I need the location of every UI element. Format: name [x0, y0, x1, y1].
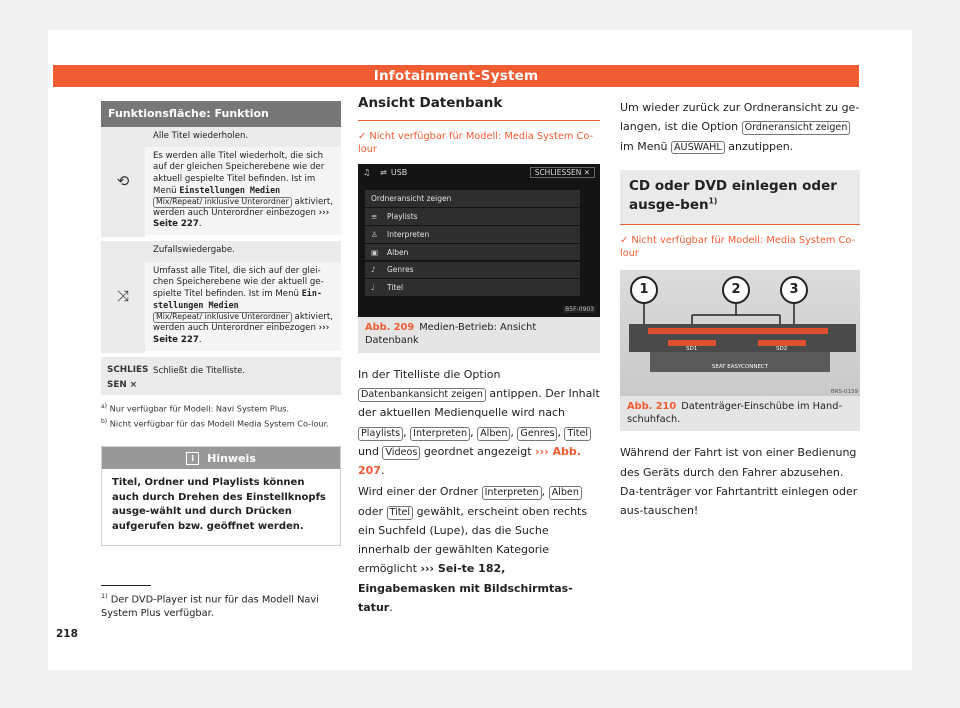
row-description: Umfasst alle Titel, die sich auf der glei-chen Speicherebene wie der aktuell ge-spielte Titel befinden. Ist im Menü Ein-stellungen Medien Mix/Repeat/ inklusive Unterordner aktiviert, werden auch Unterordner einbezogen ››› Seite 227.	[145, 262, 341, 353]
availability-note: ✓ Nicht verfügbar für Modell: Media System Co-lour	[358, 131, 594, 156]
page-reference: ››› Sei-te 182, Eingabemasken mit Bildschirmtas-tatur	[358, 562, 573, 614]
figure-caption: Abb. 210 Datenträger-Einschübe im Hand-schuhfach.	[620, 396, 860, 431]
menu-name: Ein-stellungen Medien	[153, 287, 322, 311]
page-number: 218	[56, 628, 78, 640]
page-footnote: $^{1)}$ Der DVD-Player ist nur für das Modell Navi System Plus verfügbar.	[101, 592, 319, 620]
cd-slot	[648, 328, 828, 334]
note-title: Hinweis	[207, 451, 256, 465]
screen-menu	[365, 190, 580, 297]
figure-code: BRS-0139	[830, 388, 858, 395]
interpreten-button: Interpreten	[482, 486, 542, 500]
note-header	[102, 447, 340, 469]
auswahl-button: AUSWAHL	[671, 141, 725, 155]
row-description: Es werden alle Titel wiederholt, die sich auf der gleichen Speicherebene wie der aktuell gespielte Titel befinden. Ist im Menü Einstellungen Medien Mix/Repeat/ inklusive Unterordner aktiviert, werden auch Unterordner einbezogen ››› Seite 227.	[145, 147, 341, 237]
titel-button: Titel	[387, 506, 414, 520]
datenbank-button: Datenbankansicht zeigen	[358, 388, 486, 402]
footnote: $^{a)}$ Nur verfügbar für Modell: Navi System Plus.	[101, 402, 290, 414]
section-heading: Ansicht Datenbank	[358, 95, 600, 121]
table-row-shuffle	[101, 241, 341, 356]
body-paragraph: In der Titelliste die Option Datenbankansicht zeigen antippen. Der Inhalt der aktuellen Medienquelle wird nach Playlists , Interpreten , Alben , Genres , Titel und Videos geordnet angezeigt ››› Abb. 207.	[358, 367, 600, 478]
callout-2: 2	[722, 276, 750, 304]
chapter-banner	[53, 65, 859, 87]
shuffle-icon: ⤨	[101, 241, 145, 352]
page-reference: ››› Seite 227	[153, 323, 330, 345]
table-row-close	[101, 357, 341, 395]
album-icon: ▣	[371, 247, 379, 257]
column-middle	[358, 95, 600, 617]
title-icon: ♩	[371, 283, 375, 293]
repeat-icon: ⟲	[101, 127, 145, 237]
callout-3: 3	[780, 276, 808, 304]
row-title: Zufallswiedergabe.	[153, 245, 235, 256]
column-right	[620, 98, 860, 520]
videos-button: Videos	[382, 446, 420, 460]
menu-button: Mix/Repeat/ inklusive Unterordner	[153, 312, 292, 323]
note-box	[101, 446, 341, 546]
table-row-repeat	[101, 127, 341, 241]
callout-1: 1	[630, 276, 658, 304]
body-paragraph: Wird einer der Ordner Interpreten , Alben oder Titel gewählt, erscheint oben rechts ein Suchfeld (Lupe), das die Suche innerhalb der gewählten Kategorie ermöglicht ››› Sei-te 182, Eingabemasken mit Bildschirmtas-tatur.	[358, 485, 588, 614]
menu-name: Einstellungen Medien	[179, 184, 281, 195]
artist-icon: ♙	[371, 229, 378, 239]
menu-button: Mix/Repeat/ inklusive Unterordner	[153, 197, 292, 208]
function-table-header: Funktionsfläche: Funktion	[101, 101, 341, 127]
menu-item: ▣ Alben	[365, 244, 580, 261]
footnote: $^{b)}$ Nicht verfügbar für das Modell Media System Co-lour.	[101, 418, 329, 429]
screen-topbar: ♫ ⇌ USB SCHLIESSEN ✕	[358, 164, 600, 180]
availability-note: ✓ Nicht verfügbar für Modell: Media System Co-lour	[620, 234, 856, 259]
alben-button: Alben	[549, 486, 582, 500]
note-text: Titel, Ordner und Playlists können auch durch Drehen des Einstellknopfs ausge-wählt und durch Drücken aufgerufen bzw. geöffnet werden.	[112, 477, 326, 532]
media-screen-figure	[358, 164, 600, 317]
brand-label: SEAT EASYCONNECT	[650, 352, 830, 372]
playlists-button: Playlists	[358, 427, 403, 441]
interpreten-button: Interpreten	[410, 427, 470, 441]
menu-item: ♙ Interpreten	[365, 226, 580, 243]
close-button: SCHLIESSEN ✕	[530, 167, 595, 178]
genres-button: Genres	[517, 427, 557, 441]
sd1-label: SD1	[686, 345, 698, 352]
genre-icon: ♪	[371, 265, 376, 275]
body-paragraph: Um wieder zurück zur Ordneransicht zu ge-langen, ist die Option Ordneransicht zeigen im Menü AUSWAHL anzutippen.	[620, 101, 860, 153]
menu-item: ≡ Playlists	[365, 208, 580, 225]
body-paragraph: Während der Fahrt ist von einer Bedienung des Geräts durch den Fahrer abzusehen. Da-tenträger vor Fahrtantritt einlegen oder aus-tauschen!	[620, 446, 858, 518]
row-title: Schließt die Titelliste.	[153, 365, 246, 376]
alben-button: Alben	[477, 427, 510, 441]
footnote-rule	[101, 585, 151, 586]
titel-button: Titel	[564, 427, 591, 441]
function-table	[101, 101, 341, 395]
page-reference: ››› Seite 227	[153, 208, 330, 230]
close-label: SCHLIES SEN ×	[101, 357, 145, 395]
menu-item: Ordneransicht zeigen	[365, 190, 580, 207]
usb-icon: ⇌	[380, 167, 387, 177]
row-title: Alle Titel wiederholen.	[153, 131, 249, 141]
chapter-title: Infotainment-System	[373, 68, 539, 84]
figure-code: B5F-0903	[565, 306, 594, 314]
menu-item: ♪ Genres	[365, 262, 580, 279]
sd2-label: SD2	[776, 345, 788, 352]
figure-reference: ››› Abb. 207	[358, 444, 581, 478]
ordneransicht-button: Ordneransicht zeigen	[742, 121, 851, 135]
figure-caption: Abb. 209 Medien-Betrieb: Ansicht Datenbank	[358, 317, 600, 352]
menu-item: ♩ Titel	[365, 279, 580, 296]
column-left	[101, 101, 341, 546]
info-icon: i	[186, 452, 199, 465]
music-note-icon: ♫	[363, 167, 371, 177]
playlist-icon: ≡	[371, 211, 378, 221]
cd-slot-figure	[620, 270, 860, 396]
section-heading: CD oder DVD einlegen oder ausge-ben$^{1)}$	[620, 170, 860, 225]
